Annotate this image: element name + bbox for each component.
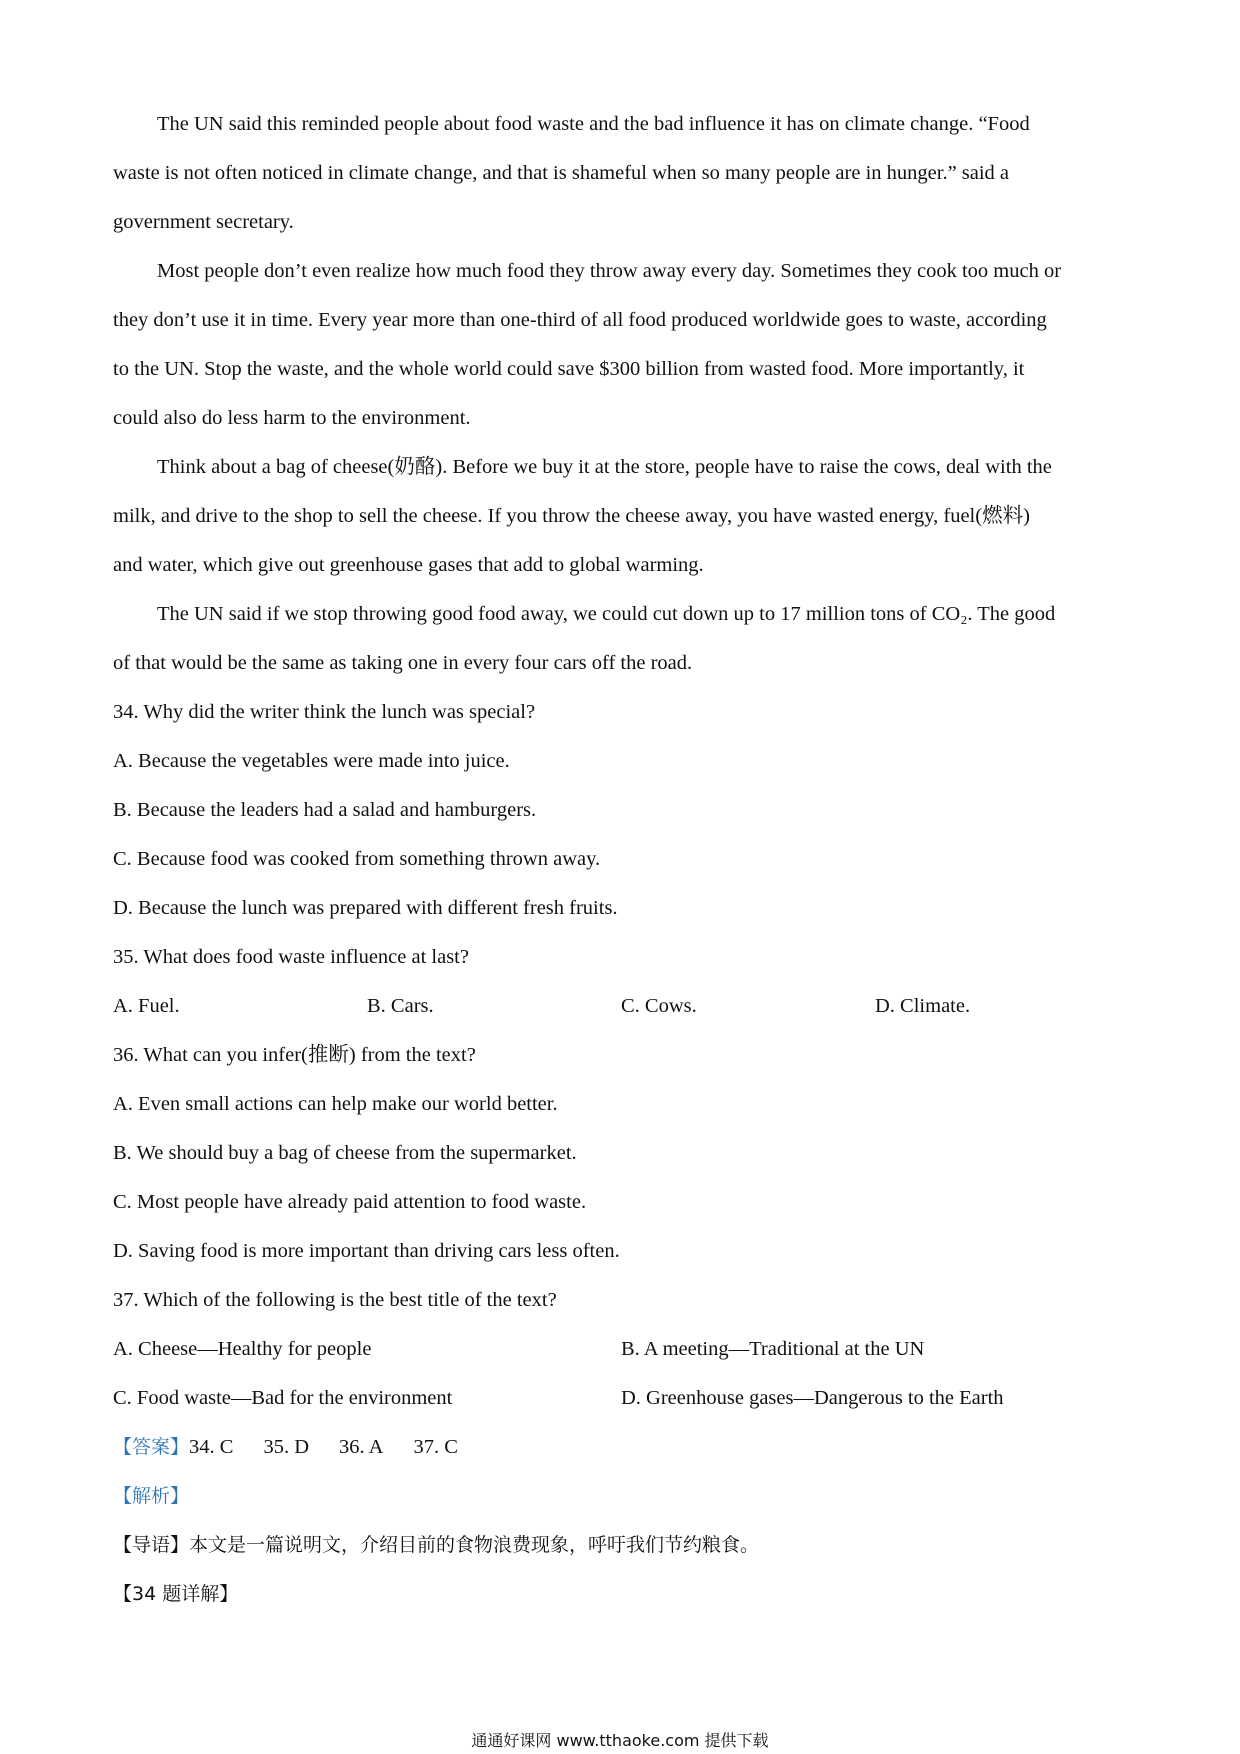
guide-label: 【导语】 <box>113 1534 190 1556</box>
paragraph <box>113 100 1133 247</box>
option: A. Cheese—Healthy for people <box>113 1338 372 1360</box>
option: D. Saving food is more important than driving cars less often. <box>113 1240 620 1262</box>
detail-heading <box>113 1570 1133 1619</box>
paragraph-line: and water, which give out greenhouse gases that add to global warming. <box>113 554 704 576</box>
analysis-line <box>113 1472 1133 1521</box>
option: B. We should buy a bag of cheese from the supermarket. <box>113 1142 577 1164</box>
paragraph <box>113 247 1133 443</box>
paragraph-line: milk, and drive to the shop to sell the cheese. If you throw the cheese away, you have wasted energy, fuel(燃料) <box>113 505 1030 527</box>
paragraph <box>113 590 1133 688</box>
question-block <box>113 1276 1133 1423</box>
answer-item: 37. C <box>413 1436 458 1458</box>
answer-item: 35. D <box>263 1436 310 1458</box>
option: C. Food waste—Bad for the environment <box>113 1387 453 1409</box>
paragraph-line: could also do less harm to the environment. <box>113 407 471 429</box>
question-stem: 36. What can you infer(推断) from the text? <box>113 1044 476 1066</box>
guide-line <box>113 1521 1133 1570</box>
option: C. Most people have already paid attention to food waste. <box>113 1191 587 1213</box>
paragraph-line: of that would be the same as taking one in every four cars off the road. <box>113 652 693 674</box>
option: A. Even small actions can help make our world better. <box>113 1093 558 1115</box>
question-stem: 35. What does food waste influence at last? <box>113 946 469 968</box>
question-block <box>113 1031 1133 1276</box>
answer-label: 【答案】 <box>113 1436 190 1458</box>
paragraph <box>113 443 1133 590</box>
option: C. Because food was cooked from something thrown away. <box>113 848 601 870</box>
paragraph-line: government secretary. <box>113 211 294 233</box>
paragraph-line: waste is not often noticed in climate change, and that is shameful when so many people are in hunger.” said a <box>113 162 1010 184</box>
answer-items <box>189 1436 488 1458</box>
option: A. Because the vegetables were made into juice. <box>113 750 510 772</box>
option: A. Fuel. <box>113 995 180 1017</box>
option: D. Because the lunch was prepared with different fresh fruits. <box>113 897 618 919</box>
answer-item: 36. A <box>339 1436 384 1458</box>
paragraph-line: they don’t use it in time. Every year more than one-third of all food produced worldwide goes to waste, according <box>113 309 1047 331</box>
option-row <box>113 982 1133 1031</box>
option-row <box>113 1374 1133 1423</box>
question-block <box>113 688 1133 933</box>
document-body <box>113 100 1133 1619</box>
paragraph-line: to the UN. Stop the waste, and the whole world could save $300 billion from wasted food. More importantly, it <box>113 358 1025 380</box>
page-footer <box>0 1728 1240 1751</box>
footer-text: 通通好课网 www.tthaoke.com 提供下载 <box>471 1731 769 1750</box>
option: B. Cars. <box>367 995 434 1017</box>
question-list <box>113 688 1133 1423</box>
paragraph-line: Most people don’t even realize how much food they throw away every day. Sometimes they cook too much or <box>157 260 1062 282</box>
question-block <box>113 933 1133 1031</box>
answer-line <box>113 1423 1133 1472</box>
paragraph-line: Think about a bag of cheese(奶酪). Before we buy it at the store, people have to raise the cows, deal with the <box>157 456 1052 478</box>
guide-text: 本文是一篇说明文，介绍目前的食物浪费现象，呼吁我们节约粮食。 <box>189 1534 760 1556</box>
paragraph-line: The UN said this reminded people about food waste and the bad influence it has on climate change. “Food <box>157 113 1030 135</box>
answer-item: 34. C <box>189 1436 234 1458</box>
question-stem: 37. Which of the following is the best title of the text? <box>113 1289 557 1311</box>
option: D. Climate. <box>875 995 971 1017</box>
option: C. Cows. <box>621 995 697 1017</box>
analysis-label: 【解析】 <box>113 1485 190 1507</box>
paragraph-line: The UN said if we stop throwing good food away, we could cut down up to 17 million tons of CO₂. The good <box>157 603 1056 625</box>
option: D. Greenhouse gases—Dangerous to the Earth <box>621 1387 1004 1409</box>
reading-passage <box>113 100 1133 688</box>
option: B. A meeting—Traditional at the UN <box>621 1338 925 1360</box>
option: B. Because the leaders had a salad and hamburgers. <box>113 799 537 821</box>
question-stem: 34. Why did the writer think the lunch was special? <box>113 701 536 723</box>
option-row <box>113 1325 1133 1374</box>
detail-heading-text: 【34 题详解】 <box>113 1583 239 1605</box>
